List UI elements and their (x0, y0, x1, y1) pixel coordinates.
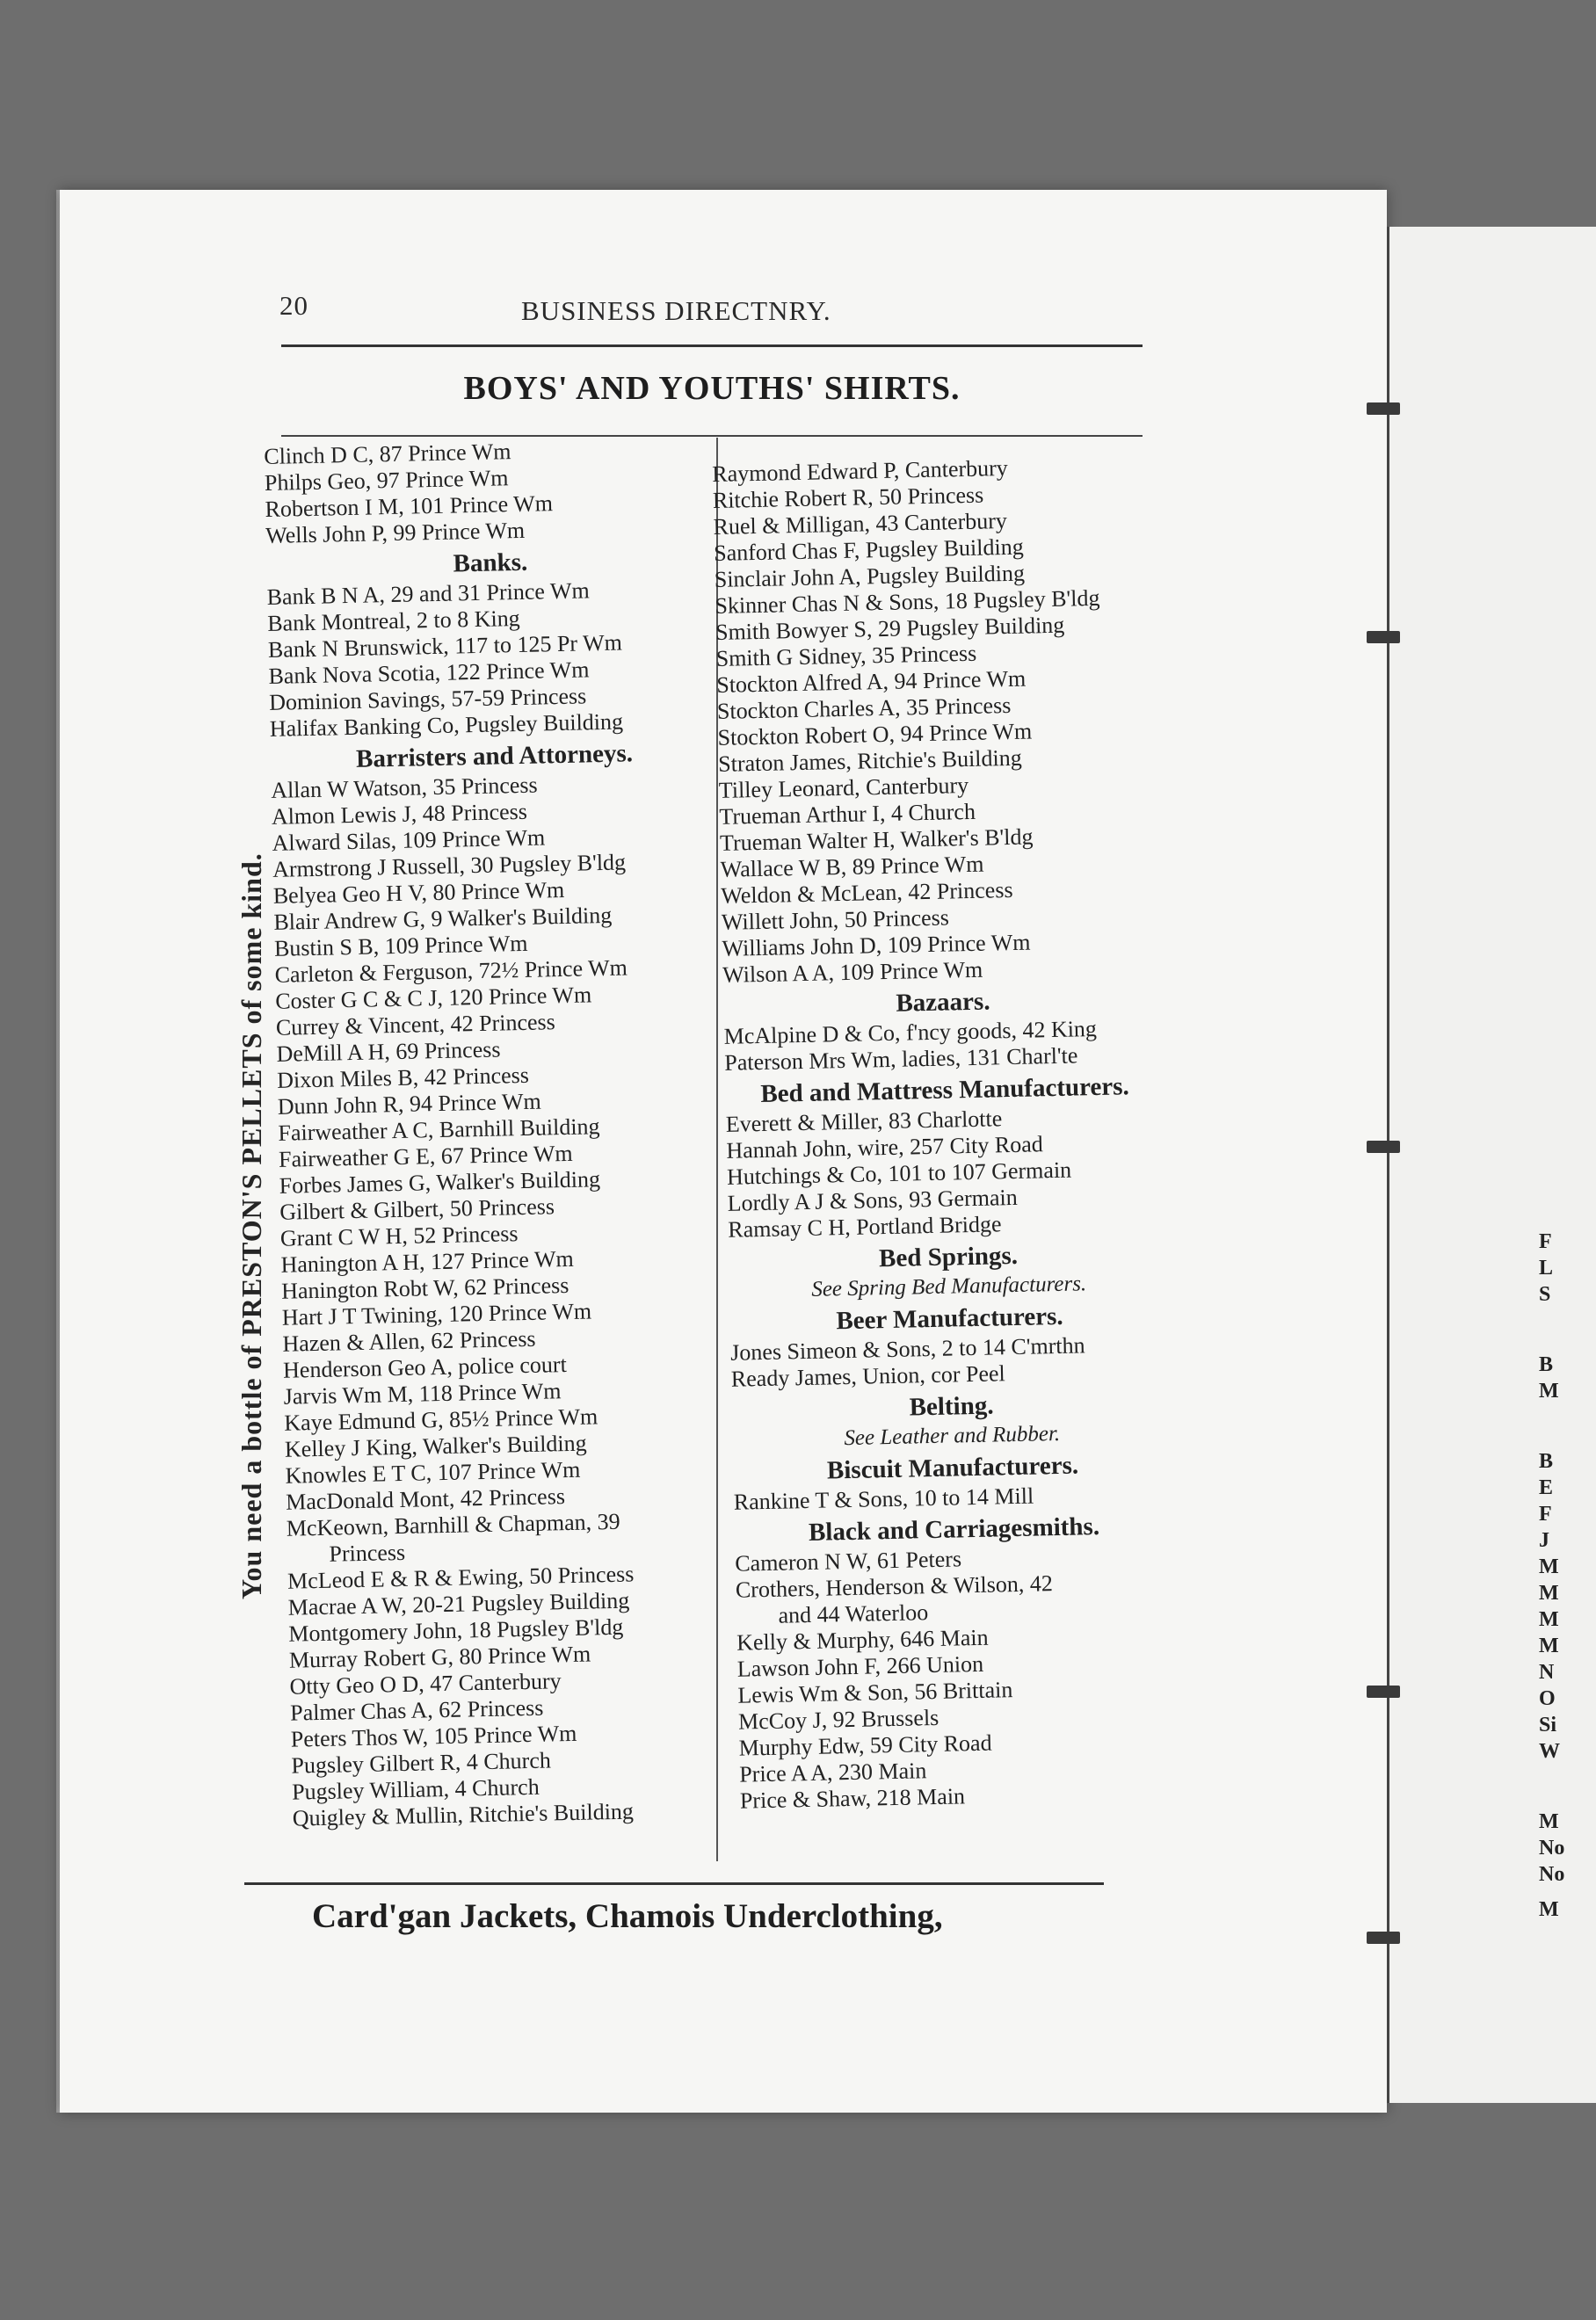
directory-listing: Wilson A A, 109 Prince Wm (722, 956, 983, 988)
directory-listing: Philps Geo, 97 Prince Wm (264, 465, 509, 496)
adjacent-page-letter: N (1539, 1661, 1555, 1684)
directory-listing: Bank Montreal, 2 to 8 King (266, 605, 520, 636)
directory-listing: Rankine T & Sons, 10 to 14 Mill (733, 1483, 1034, 1515)
footer-advertisement: Card'gan Jackets, Chamois Underclothing, (312, 1897, 943, 1935)
directory-listing: Bank B N A, 29 and 31 Prince Wm (266, 577, 590, 610)
directory-listing: Everett & Miller, 83 Charlotte (725, 1106, 1003, 1137)
directory-listing: Willett John, 50 Princess (721, 904, 950, 935)
directory-listing: Peters Thos W, 105 Prince Wm (290, 1720, 577, 1752)
directory-listing: Hart J T Twining, 120 Prince Wm (281, 1298, 592, 1330)
directory-listing: Carleton & Ferguson, 72½ Prince Wm (274, 954, 628, 988)
directory-listing: Kaye Edmund G, 85½ Prince Wm (284, 1403, 598, 1436)
cross-reference: See Leather and Rubber. (844, 1421, 1061, 1451)
directory-listing: Williams John D, 109 Prince Wm (722, 929, 1031, 961)
directory-listing: Kelly & Murphy, 646 Main (736, 1624, 989, 1656)
binding-clip-icon (1367, 402, 1400, 415)
directory-listing: Raymond Edward P, Canterbury (712, 454, 1009, 487)
binding-clip-icon (1367, 1686, 1400, 1698)
adjacent-page-letter: W (1539, 1740, 1560, 1763)
directory-listing: Fairweather G E, 67 Prince Wm (278, 1140, 573, 1172)
directory-listing: Quigley & Mullin, Ritchie's Building (292, 1798, 635, 1831)
adjacent-page-letter: No (1539, 1863, 1565, 1886)
directory-listing: Paterson Mrs Wm, ladies, 131 Charl'te (724, 1042, 1078, 1076)
category-heading: Bazaars. (896, 987, 990, 1018)
adjacent-page-letter: M (1539, 1810, 1559, 1833)
directory-listing: Sinclair John A, Pugsley Building (714, 560, 1026, 592)
directory-listing: Hanington A H, 127 Prince Wm (280, 1245, 574, 1278)
directory-listing: Bustin S B, 109 Prince Wm (273, 930, 528, 961)
section-title: BOYS' AND YOUTHS' SHIRTS. (463, 370, 961, 407)
adjacent-page-letter: M (1539, 1555, 1559, 1578)
directory-listing: Almon Lewis J, 48 Princess (271, 798, 528, 830)
cross-reference: See Spring Bed Manufacturers. (811, 1272, 1087, 1301)
directory-listing: Bank Nova Scotia, 122 Prince Wm (268, 656, 590, 689)
directory-listing: MacDonald Mont, 42 Princess (285, 1483, 566, 1515)
category-heading: Black and Carriagesmiths. (808, 1512, 1100, 1547)
category-heading: Bed and Mattress Manufacturers. (760, 1072, 1130, 1108)
page-number: 20 (279, 290, 308, 321)
adjacent-page-letter: B (1539, 1450, 1554, 1473)
adjacent-page-letter: M (1539, 1898, 1559, 1921)
left-column (264, 434, 741, 1831)
adjacent-page-letter: E (1539, 1476, 1554, 1499)
directory-listing: Tilley Leonard, Canterbury (718, 772, 969, 803)
adjacent-page-letter: M (1539, 1635, 1559, 1657)
category-heading: Bed Springs. (878, 1241, 1019, 1273)
directory-listing: Murphy Edw, 59 City Road (738, 1729, 992, 1761)
directory-listing: Price & Shaw, 218 Main (739, 1783, 966, 1814)
directory-listing: Bank N Brunswick, 117 to 125 Pr Wm (267, 629, 623, 663)
adjacent-page-letter: B (1539, 1353, 1554, 1376)
directory-listing: McKeown, Barnhill & Chapman, 39 (286, 1508, 620, 1541)
category-heading: Banks. (453, 547, 528, 578)
directory-listing: Dixon Miles B, 42 Princess (276, 1062, 530, 1093)
directory-listing: McAlpine D & Co, f'ncy goods, 42 King (723, 1015, 1098, 1049)
directory-listing: Lewis Wm & Son, 56 Brittain (737, 1677, 1013, 1708)
directory-listing: Blair Andrew G, 9 Walker's Building (273, 902, 613, 935)
directory-listing: Gilbert & Gilbert, 50 Princess (279, 1193, 555, 1225)
directory-listing: Hutchings & Co, 101 to 107 Germain (726, 1156, 1072, 1190)
binding-clip-icon (1367, 1141, 1400, 1153)
directory-listing: Grant C W H, 52 Princess (279, 1221, 519, 1251)
directory-listing: McCoy J, 92 Brussels (737, 1704, 939, 1735)
directory-listing: Henderson Geo A, police court (282, 1352, 568, 1383)
adjacent-page-letter: M (1539, 1582, 1559, 1605)
directory-listing: Stockton Charles A, 35 Princess (716, 692, 1012, 724)
directory-listing: Hanington Robt W, 62 Princess (280, 1272, 569, 1304)
directory-listing: Ready James, Union, cor Peel (730, 1360, 1006, 1392)
directory-listing: Jones Simeon & Sons, 2 to 14 C'mrthn (729, 1332, 1085, 1366)
directory-listing: Price A A, 230 Main (738, 1758, 927, 1787)
adjacent-page-letter: F (1539, 1503, 1552, 1526)
directory-listing: Jarvis Wm M, 118 Prince Wm (283, 1378, 562, 1410)
running-head (279, 290, 1141, 325)
listing-continuation: and 44 Waterloo (778, 1599, 929, 1628)
binding-clip-icon (1367, 1932, 1400, 1944)
directory-listing: Ruel & Milligan, 43 Canterbury (713, 507, 1008, 540)
adjacent-page-letter: J (1539, 1529, 1549, 1552)
adjacent-page-letter: L (1539, 1257, 1554, 1280)
directory-listing: DeMill A H, 69 Princess (276, 1036, 501, 1067)
directory-listing: Coster G C & C J, 120 Prince Wm (274, 982, 592, 1014)
directory-listing: Armstrong J Russell, 30 Pugsley B'ldg (272, 849, 627, 882)
directory-listing: Pugsley Gilbert R, 4 Church (291, 1747, 552, 1779)
directory-listing: Ramsay C H, Portland Bridge (728, 1211, 1002, 1243)
adjacent-page-letter: Si (1539, 1714, 1557, 1736)
adjacent-page (1387, 227, 1596, 2103)
listing-continuation: Princess (329, 1539, 406, 1567)
directory-listing: Lawson John F, 266 Union (736, 1650, 984, 1682)
directory-listing: Straton James, Ritchie's Building (717, 744, 1023, 777)
directory-listing: Dominion Savings, 57-59 Princess (268, 683, 587, 715)
title-rule (281, 435, 1143, 437)
directory-listing: Ritchie Robert R, 50 Princess (712, 482, 984, 513)
header-rule (281, 344, 1143, 347)
directory-listing: Forbes James G, Walker's Building (279, 1166, 601, 1199)
directory-listing: Sanford Chas F, Pugsley Building (713, 533, 1024, 566)
directory-listing: Weldon & McLean, 42 Princess (721, 876, 1013, 909)
footer-rule (244, 1882, 1104, 1885)
directory-listing: Belyea Geo H V, 80 Prince Wm (272, 876, 565, 909)
directory-listing: Trueman Walter H, Walker's B'ldg (719, 823, 1034, 856)
directory-listing: McLeod E & R & Ewing, 50 Princess (287, 1561, 635, 1594)
directory-listing: Currey & Vincent, 42 Princess (275, 1009, 556, 1040)
directory-listing: Knowles E T C, 107 Prince Wm (285, 1456, 581, 1489)
directory-listing: Crothers, Henderson & Wilson, 42 (735, 1570, 1054, 1603)
category-heading: Beer Manufacturers. (836, 1301, 1063, 1336)
directory-listing: Lordly A J & Sons, 93 Germain (727, 1184, 1018, 1216)
directory-listing: Murray Robert G, 80 Prince Wm (288, 1641, 591, 1673)
directory-listing: Cameron N W, 61 Peters (734, 1546, 962, 1577)
directory-listing: Trueman Arthur I, 4 Church (719, 798, 976, 830)
directory-listing: Hazen & Allen, 62 Princess (282, 1325, 536, 1357)
directory-listing: Robertson I M, 101 Prince Wm (265, 490, 554, 522)
directory-listing: Kelley J King, Walker's Building (284, 1430, 587, 1462)
directory-listing: Dunn John R, 94 Prince Wm (277, 1088, 541, 1120)
adjacent-page-letter: M (1539, 1380, 1559, 1403)
adjacent-page-letter: No (1539, 1837, 1565, 1860)
directory-listing: Stockton Alfred A, 94 Prince Wm (716, 665, 1027, 698)
directory-listing: Wells John P, 99 Prince Wm (265, 517, 526, 548)
adjacent-page-letter: M (1539, 1608, 1559, 1631)
directory-listing: Alward Silas, 109 Prince Wm (272, 824, 546, 856)
directory-listing: Wallace W B, 89 Prince Wm (720, 851, 984, 882)
right-column (712, 453, 1179, 1815)
directory-listing: Palmer Chas A, 62 Princess (289, 1694, 544, 1726)
directory-listing: Smith Bowyer S, 29 Pugsley Building (715, 612, 1065, 645)
adjacent-page-letter: O (1539, 1687, 1556, 1710)
directory-listing: Macrae A W, 20-21 Pugsley Building (287, 1587, 630, 1620)
directory-listing: Pugsley William, 4 Church (291, 1773, 540, 1805)
directory-listing: Stockton Robert O, 94 Prince Wm (717, 718, 1033, 750)
directory-listing: Otty Geo O D, 47 Canterbury (289, 1668, 562, 1700)
running-title: BUSINESS DIRECTNRY. (521, 295, 831, 326)
directory-listing: Montgomery John, 18 Pugsley B'ldg (288, 1613, 624, 1647)
adjacent-page-letter: S (1539, 1283, 1551, 1306)
directory-listing: Halifax Banking Co, Pugsley Building (269, 708, 624, 742)
directory-listing: Fairweather A C, Barnhill Building (278, 1113, 600, 1146)
directory-listing: Clinch D C, 87 Prince Wm (264, 439, 511, 469)
directory-listing: Allan W Watson, 35 Princess (270, 772, 538, 803)
category-heading: Biscuit Manufacturers. (826, 1451, 1079, 1485)
side-advertisement: You need a bottle of PRESTON'S PELLETS of some kind. (236, 852, 267, 1599)
directory-listing: Hannah John, wire, 257 City Road (726, 1131, 1043, 1164)
adjacent-page-letter: F (1539, 1230, 1552, 1253)
category-heading: Barristers and Attorneys. (355, 739, 634, 773)
directory-listing: Smith G Sidney, 35 Princess (715, 640, 977, 671)
binding-clip-icon (1367, 631, 1400, 643)
directory-listing: Skinner Chas N & Sons, 18 Pugsley B'ldg (715, 584, 1100, 619)
category-heading: Belting. (909, 1391, 994, 1422)
